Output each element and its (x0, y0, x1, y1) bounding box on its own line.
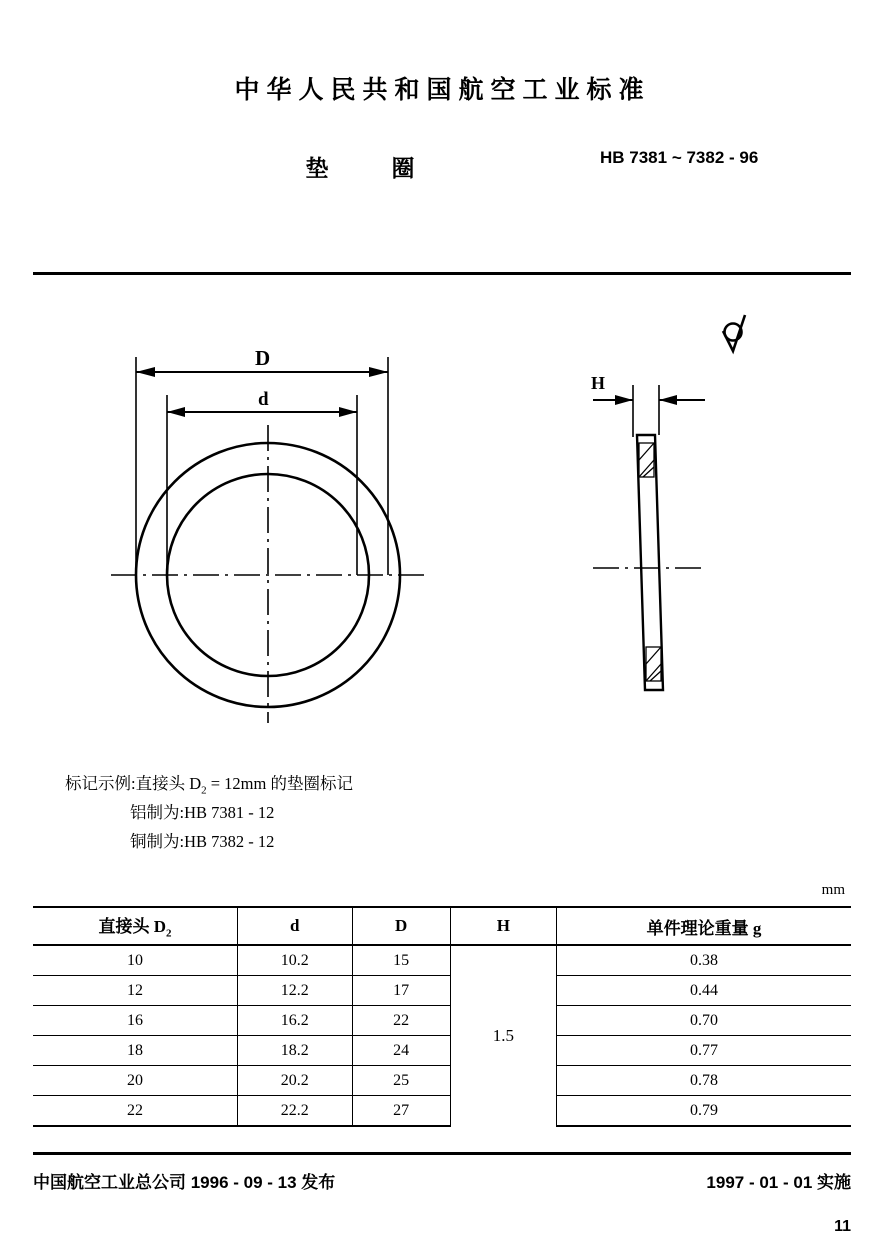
cell-d: 16.2 (238, 1006, 353, 1036)
column-header-D: D (352, 907, 450, 945)
dimension-label-H: H (591, 373, 606, 393)
cell-d: 12.2 (238, 976, 353, 1006)
cell-d: 22.2 (238, 1096, 353, 1127)
marking-prefix: 标记示例:直接头 D (65, 774, 202, 793)
cell-d2: 16 (33, 1006, 238, 1036)
column-header-weight: 单件理论重量 g (557, 907, 852, 945)
marking-suffix: = 12mm 的垫圈标记 (206, 774, 353, 793)
standard-number: HB 7381 ~ 7382 - 96 (600, 148, 759, 167)
specification-table (33, 906, 851, 1127)
cell-weight: 0.44 (557, 976, 852, 1006)
cell-D: 25 (352, 1066, 450, 1096)
cell-d2: 10 (33, 945, 238, 976)
cell-weight: 0.70 (557, 1006, 852, 1036)
surface-finish-symbol (723, 315, 745, 351)
cell-d2: 20 (33, 1066, 238, 1096)
cell-d: 10.2 (238, 945, 353, 976)
table-row (33, 1096, 851, 1127)
cell-d: 18.2 (238, 1036, 353, 1066)
table-row (33, 1036, 851, 1066)
cell-weight: 0.77 (557, 1036, 852, 1066)
technical-drawing (33, 285, 851, 755)
dimension-label-d: d (258, 389, 269, 410)
document-subtitle: 垫 圈 (305, 155, 435, 181)
cell-D: 15 (352, 945, 450, 976)
cell-H: 1.5 (450, 945, 556, 1126)
cell-weight: 0.38 (557, 945, 852, 976)
cell-D: 17 (352, 976, 450, 1006)
footer-divider (33, 1152, 851, 1155)
cell-D: 22 (352, 1006, 450, 1036)
column-header-d2-text: 直接头 D (98, 917, 167, 937)
cell-d: 20.2 (238, 1066, 353, 1096)
drawing-svg (33, 285, 851, 755)
marking-subscript: 2 (201, 784, 207, 797)
table-row (33, 945, 851, 976)
footer-effective-date: 1997 - 01 - 01 实施 (706, 1173, 851, 1192)
table-row (33, 1006, 851, 1036)
cell-d2: 18 (33, 1036, 238, 1066)
marking-example-line-3: 铜制为:HB 7382 - 12 (130, 832, 275, 851)
footer-issuer: 中国航空工业总公司 1996 - 09 - 13 发布 (33, 1173, 336, 1192)
header-divider (33, 272, 851, 275)
column-header-d2 (33, 907, 238, 945)
page-number: 11 (834, 1218, 851, 1235)
column-header-H: H (450, 907, 556, 945)
cell-D: 27 (352, 1096, 450, 1127)
cell-D: 24 (352, 1036, 450, 1066)
table-header-row (33, 907, 851, 945)
cell-weight: 0.78 (557, 1066, 852, 1096)
cell-d2: 12 (33, 976, 238, 1006)
cell-weight: 0.79 (557, 1096, 852, 1127)
table-row (33, 1066, 851, 1096)
dimension-label-D: D (255, 346, 271, 370)
table-row (33, 976, 851, 1006)
table-unit-label: mm (821, 882, 845, 898)
column-header-d2-sub: 2 (166, 927, 172, 940)
cell-d2: 22 (33, 1096, 238, 1127)
marking-example-line-2: 铝制为:HB 7381 - 12 (130, 803, 275, 822)
table-body (33, 945, 851, 1126)
column-header-d: d (238, 907, 353, 945)
page-title: 中华人民共和国航空工业标准 (234, 76, 651, 104)
